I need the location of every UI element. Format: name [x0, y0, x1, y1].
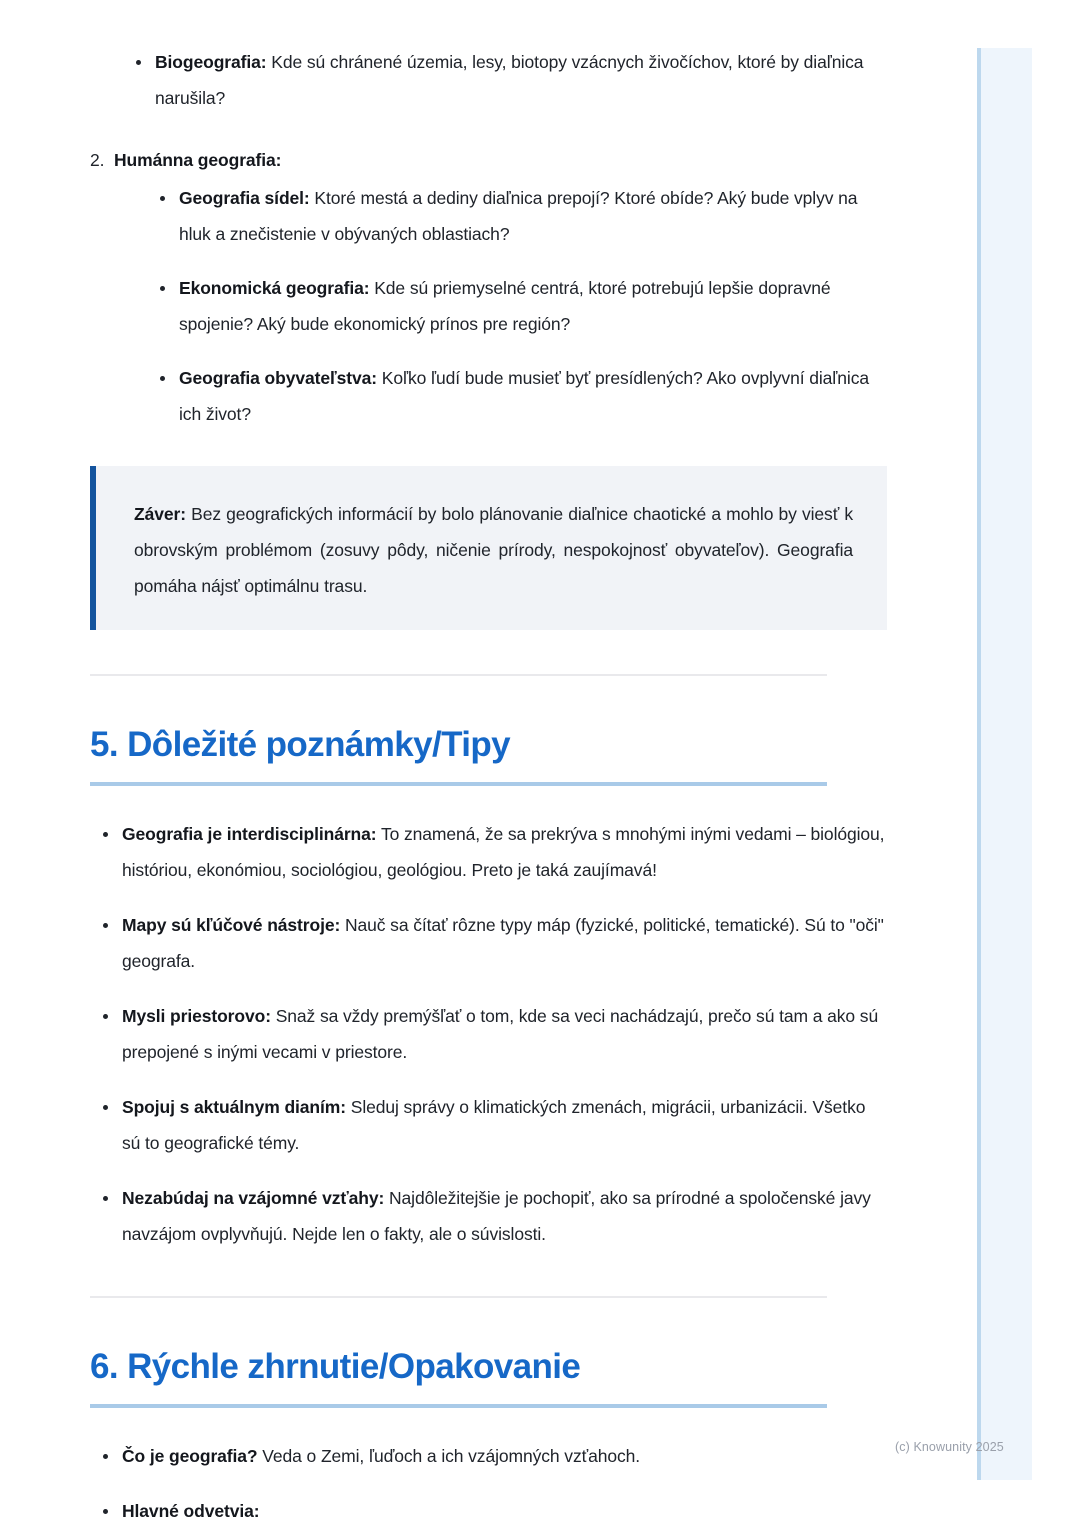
section-5-bullet-list — [90, 816, 887, 1252]
page-edge-strip — [977, 48, 1032, 1480]
list-item-term: Ekonomická geografia: — [179, 278, 370, 298]
list-item-text: Koľko ľudí bude musieť byť presídlených? Ako ovplyvní diaľnica ich život? — [179, 368, 869, 424]
list-item — [90, 1493, 887, 1529]
callout-paragraph — [134, 496, 853, 604]
list-item — [90, 1180, 887, 1252]
callout-term: Záver: — [134, 504, 186, 524]
list-item — [90, 142, 887, 432]
list-item-term: Spojuj s aktuálnym dianím: — [122, 1097, 346, 1117]
section-5-title: 5. Dôležité poznámky/Tipy — [90, 725, 511, 764]
list-item-text: Ktoré mestá a dediny diaľnica prepojí? Ktoré obíde? Aký bude vplyv na hluk a znečistenie v obývaných oblastiach? — [179, 188, 858, 244]
human-geography-ordered-list — [90, 142, 887, 432]
list-item — [90, 816, 887, 888]
list-item — [114, 270, 887, 342]
list-item-text: Snaž sa vždy premýšľať o tom, kde sa veci nachádzajú, prečo sú tam a ako sú prepojené s inými vecami v priestore. — [122, 1006, 879, 1062]
section-6-underline — [90, 1404, 827, 1408]
list-item-term: Mysli priestorovo: — [122, 1006, 271, 1026]
list-item-term: Mapy sú kľúčové nástroje: — [122, 915, 341, 935]
list-item-text: Najdôležitejšie je pochopiť, ako sa prírodné a spoločenské javy navzájom ovplyvňujú. Nejde len o fakty, ale o súvislosti. — [122, 1188, 871, 1244]
list-item-term: Hlavné odvetvia: — [122, 1501, 260, 1521]
section-divider — [90, 674, 827, 676]
list-item — [114, 360, 887, 432]
document-content — [90, 0, 887, 1529]
list-item-term: Čo je geografia? — [122, 1446, 258, 1466]
list-item-text: Kde sú priemyselné centrá, ktoré potrebujú lepšie dopravné spojenie? Aký bude ekonomický prínos pre región? — [179, 278, 831, 334]
callout-text: Bez geografických informácií by bolo plánovanie diaľnice chaotické a mohlo by viesť k obrovským problémom (zosuvy pôdy, ničenie prírody, nespokojnosť obyvateľov). Geografia pomáha nájsť optimálnu trasu. — [134, 504, 853, 596]
list-item-term: Geografia je interdisciplinárna: — [122, 824, 377, 844]
section-5-underline — [90, 782, 827, 786]
list-item — [114, 180, 887, 252]
list-marker: 2. — [90, 150, 105, 170]
list-item-term: Humánna geografia: — [114, 150, 282, 170]
list-item-term: Geografia obyvateľstva: — [179, 368, 377, 388]
list-item — [90, 1438, 887, 1474]
list-item — [90, 1089, 887, 1161]
list-item-text: Nauč sa čítať rôzne typy máp (fyzické, politické, tematické). Sú to "oči" geografa. — [122, 915, 884, 971]
biogeography-bullet-list — [90, 44, 887, 116]
list-item — [90, 907, 887, 979]
section-divider — [90, 1296, 827, 1298]
list-item-text: To znamená, že sa prekrýva s mnohými inými vedami – biológiou, históriou, ekonómiou, sociológiou, geológiou. Preto je taká zaujímavá! — [122, 824, 885, 880]
list-item — [90, 998, 887, 1070]
conclusion-callout — [90, 466, 887, 630]
section-6-title: 6. Rýchle zhrnutie/Opakovanie — [90, 1347, 581, 1386]
list-item — [90, 44, 887, 116]
list-item-term: Nezabúdaj na vzájomné vzťahy: — [122, 1188, 385, 1208]
copyright-watermark: (c) Knowunity 2025 — [895, 1440, 1004, 1454]
list-item-text: Kde sú chránené územia, lesy, biotopy vzácnych živočíchov, ktoré by diaľnica narušila? — [155, 52, 864, 108]
human-geography-sub-list — [114, 180, 887, 432]
list-item-text: Veda o Zemi, ľuďoch a ich vzájomných vzťahoch. — [257, 1446, 641, 1466]
list-item-text: Sleduj správy o klimatických zmenách, migrácii, urbanizácii. Všetko sú to geografické témy. — [122, 1097, 866, 1153]
list-item-term: Geografia sídel: — [179, 188, 310, 208]
list-item-term: Biogeografia: — [155, 52, 267, 72]
section-6-bullet-list — [90, 1438, 887, 1529]
